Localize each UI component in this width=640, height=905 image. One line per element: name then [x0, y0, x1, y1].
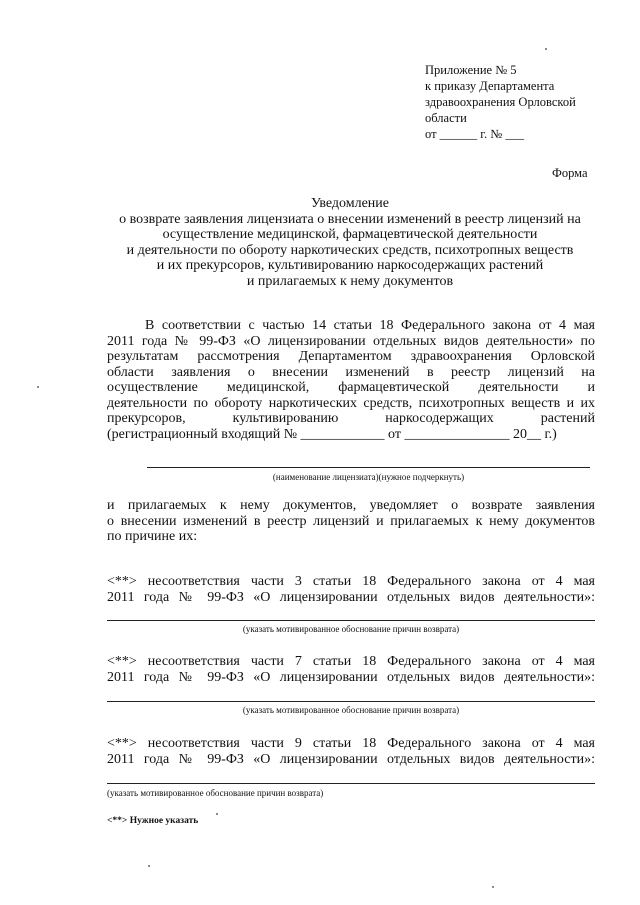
reason-fill-line — [107, 620, 595, 621]
reason-line: 2011 года № 99-ФЗ «О лицензировании отдельных видов деятельности»: — [107, 589, 595, 605]
text-line: и прилагаемых к нему документов, уведомляет о возврате заявления — [107, 498, 595, 513]
scan-speck — [216, 813, 218, 815]
reason-line: 2011 года № 99-ФЗ «О лицензировании отдельных видов деятельности»: — [107, 669, 595, 685]
title-line: Уведомление — [310, 196, 389, 211]
title-line: и деятельности по обороту наркотических средств, психотропных веществ — [126, 242, 574, 258]
reason-caption: (указать мотивированное обоснование причин возврата) — [242, 705, 460, 715]
reason-line: <**> несоответствия части 9 статьи 18 Федерального закона от 4 мая — [107, 736, 595, 751]
reason-line: <**> несоответствия части 7 статьи 18 Федерального закона от 4 мая — [107, 654, 595, 669]
document-title — [100, 196, 600, 289]
text-line: прекурсоров, культивированию наркосодержащих растений — [107, 411, 595, 426]
footnote: <**> Нужное указать — [107, 816, 199, 826]
text-line: о внесении изменений в реестр лицензий и прилагаемых к нему документов — [107, 513, 595, 529]
appendix-line: от ______ г. № ___ — [425, 127, 525, 141]
title-line: и их прекурсоров, культивированию наркосодержащих растений — [156, 258, 544, 273]
reason-block — [107, 574, 595, 605]
scan-speck — [37, 386, 39, 388]
title-line: и прилагаемых к нему документов — [246, 273, 454, 289]
text-line: 2011 года № 99-ФЗ «О лицензировании отдельных видов деятельности» по — [107, 333, 595, 349]
reason-caption: (указать мотивированное обоснование причин возврата) — [107, 788, 324, 798]
reason-fill-line — [107, 783, 595, 784]
text-line: области заявления о внесении изменений в реестр лицензий на — [107, 364, 595, 380]
text-line: деятельности по обороту наркотических средств, психотропных веществ и их — [107, 395, 595, 411]
scan-speck — [148, 865, 150, 867]
licensee-caption: (наименование лицензиата)(нужное подчеркнуть) — [272, 472, 465, 482]
text-line: результатам рассмотрения Департаментом здравоохранения Орловской — [107, 349, 595, 364]
appendix-line: Приложение № 5 — [425, 63, 517, 77]
scan-speck — [545, 48, 547, 50]
reason-block — [107, 654, 595, 685]
reason-line: 2011 года № 99-ФЗ «О лицензировании отдельных видов деятельности»: — [107, 751, 595, 767]
intro-paragraph — [107, 318, 595, 442]
appendix-line: здравоохранения Орловской — [425, 95, 576, 109]
appendix-line: к приказу Департамента — [425, 79, 555, 93]
reason-line: <**> несоответствия части 3 статьи 18 Федерального закона от 4 мая — [107, 574, 595, 589]
title-line: о возврате заявления лицензиата о внесении изменений в реестр лицензий на — [119, 211, 581, 227]
reason-fill-line — [107, 701, 595, 702]
appendix-header — [425, 62, 576, 142]
text-line: (регистрационный входящий № ____________ от _______________ 20__ г.) — [107, 426, 557, 442]
text-line: В соответствии с частью 14 статьи 18 Федерального закона от 4 мая — [145, 318, 595, 333]
text-line: по причине их: — [107, 529, 198, 544]
form-label: Форма — [552, 166, 588, 180]
licensee-fill-line — [147, 467, 590, 468]
notice-paragraph — [107, 498, 595, 545]
reason-caption: (указать мотивированное обоснование причин возврата) — [242, 624, 460, 634]
reason-block — [107, 736, 595, 767]
title-line: осуществление медицинской, фармацевтической деятельности — [162, 227, 538, 242]
appendix-line: области — [425, 111, 467, 125]
text-line: осуществление медицинской, фармацевтической деятельности и — [107, 380, 595, 395]
scan-speck — [492, 886, 494, 888]
